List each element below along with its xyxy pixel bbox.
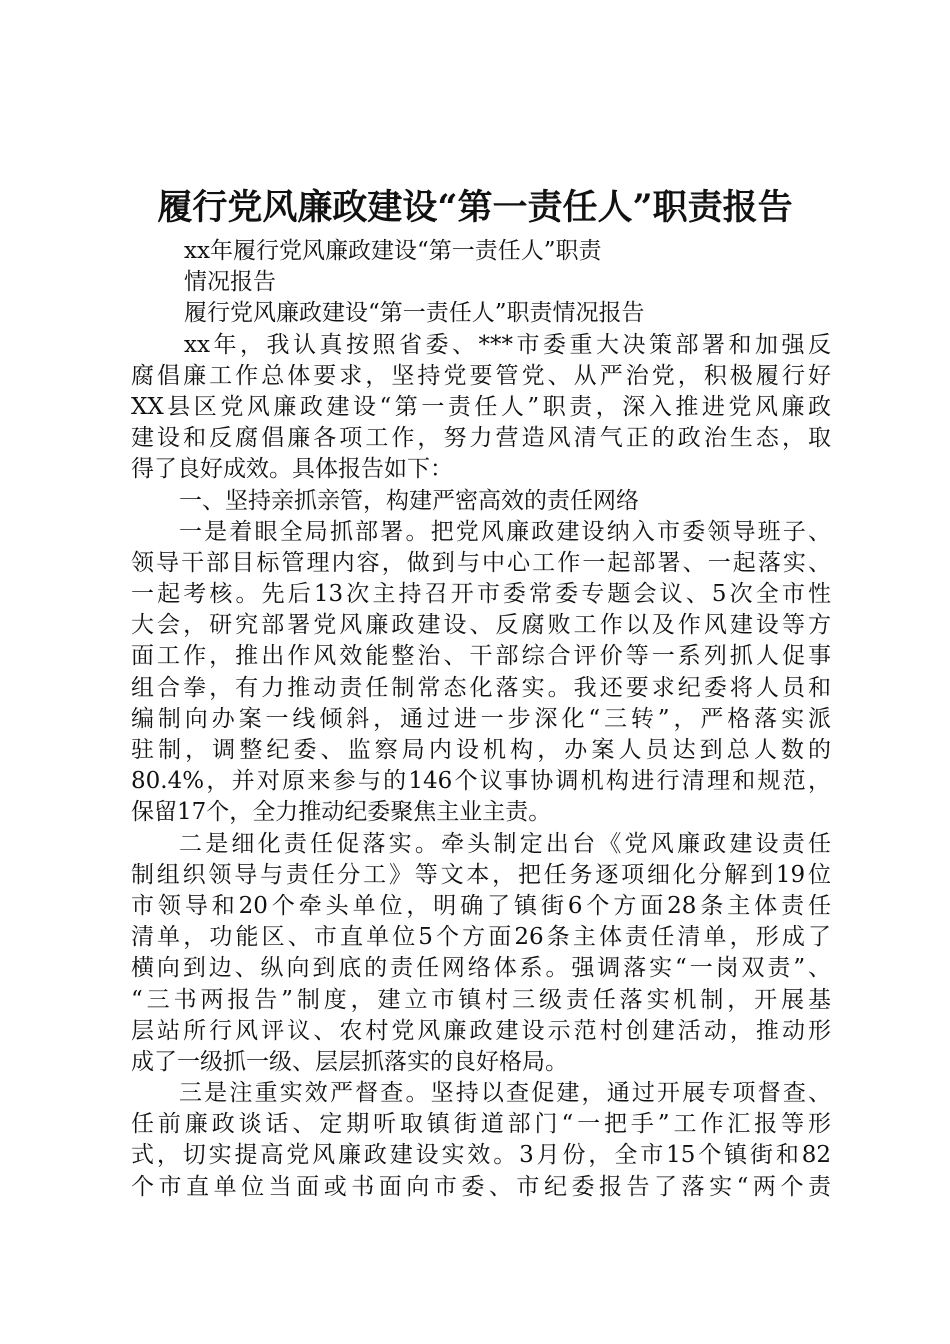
paragraph-line: 任前廉政谈话、定期听取镇街道部门“一把手”工作汇报等形 xyxy=(131,1111,831,1138)
paragraph-line: 保留17个，全力推动纪委聚焦主业主责。 xyxy=(131,799,552,826)
paragraph-line: 制组织领导与责任分工》等文本，把任务逐项细化分解到19位 xyxy=(131,861,831,888)
paragraph-line: 横向到边、纵向到底的责任网络体系。强调落实“一岗双责”、 xyxy=(131,955,831,982)
paragraph-line: 驻制，调整纪委、监察局内设机构，办案人员达到总人数的 xyxy=(131,737,831,763)
subtitle-line: 情况报告 xyxy=(184,269,276,296)
paragraph-line: 三是注重实效严督查。坚持以查促建，通过开展专项督查、 xyxy=(179,1080,831,1107)
paragraph-line: 层站所行风评议、农村党风廉政建设示范村创建活动，推动形 xyxy=(131,1017,831,1044)
section-heading: 一、坚持亲抓亲管，构建严密高效的责任网络 xyxy=(179,487,639,514)
paragraph-line: 一是着眼全局抓部署。把党风廉政建设纳入市委领导班子、 xyxy=(179,518,831,545)
paragraph-line: 成了一级抓一级、层层抓落实的良好格局。 xyxy=(131,1048,568,1075)
subtitle-line: xx年履行党风廉政建设“第一责任人”职责 xyxy=(184,238,602,264)
paragraph-line: 腐倡廉工作总体要求，坚持党要管党、从严治党，积极履行好 xyxy=(131,362,831,389)
paragraph-line: 编制向办案一线倾斜，通过进一步深化“三转”，严格落实派 xyxy=(131,705,831,732)
paragraph-line: 清单，功能区、市直单位5个方面26条主体责任清单，形成了 xyxy=(131,924,831,951)
paragraph-line: 式，切实提高党风廉政建设实效。3月份，全市15个镇街和82 xyxy=(131,1142,831,1169)
paragraph-line: 领导干部目标管理内容，做到与中心工作一起部署、一起落实、 xyxy=(131,549,831,576)
paragraph-line: xx年，我认真按照省委、***市委重大决策部署和加强反 xyxy=(184,331,831,358)
paragraph-line: “三书两报告”制度，建立市镇村三级责任落实机制，开展基 xyxy=(131,986,831,1013)
paragraph-line: 二是细化责任促落实。牵头制定出台《党风廉政建设责任 xyxy=(179,830,831,857)
paragraph-line: 个市直单位当面或书面向市委、市纪委报告了落实“两个责 xyxy=(131,1173,831,1200)
paragraph-line: 大会，研究部署党风廉政建设、反腐败工作以及作风建设等方 xyxy=(131,612,831,639)
paragraph-line: 得了良好成效。具体报告如下： xyxy=(131,456,453,483)
paragraph-line: 组合拳，有力推动责任制常态化落实。我还要求纪委将人员和 xyxy=(131,674,831,701)
document-title: 履行党风廉政建设“第一责任人”职责报告 xyxy=(157,187,793,228)
document-body xyxy=(131,236,831,1203)
paragraph-line: 面工作，推出作风效能整治、干部综合评价等一系列抓人促事 xyxy=(131,643,831,670)
paragraph-line: 市领导和20个牵头单位，明确了镇街6个方面28条主体责任 xyxy=(131,892,831,919)
heading-line: 履行党风廉政建设“第一责任人”职责情况报告 xyxy=(184,300,645,327)
paragraph-line: 80.4%，并对原来参与的146个议事协调机构进行清理和规范， xyxy=(131,768,831,795)
paragraph-line: XX县区党风廉政建设“第一责任人”职责，深入推进党风廉政 xyxy=(131,393,831,420)
paragraph-line: 一起考核。先后13次主持召开市委常委专题会议、5次全市性 xyxy=(131,581,831,608)
paragraph-line: 建设和反腐倡廉各项工作，努力营造风清气正的政治生态，取 xyxy=(131,425,831,452)
